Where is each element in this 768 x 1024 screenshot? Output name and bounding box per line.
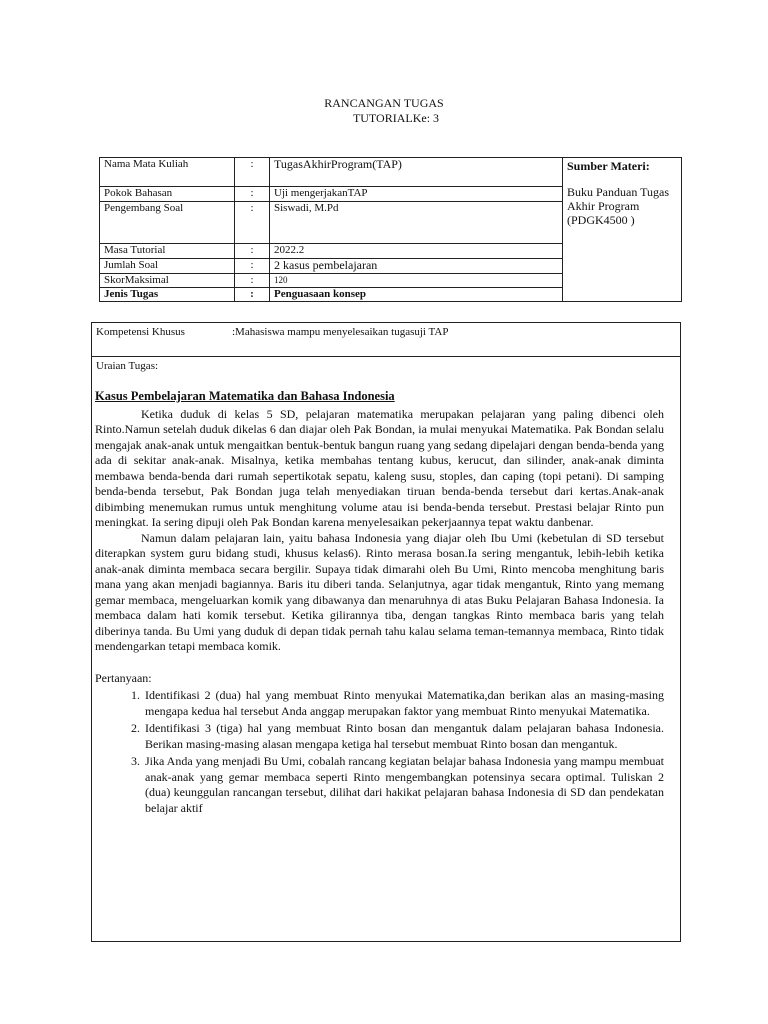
row-colon: : [235,158,270,187]
kompetensi-text: :Mahasiswa mampu menyelesaikan tugasuji TAP [232,326,449,338]
table-row [100,158,682,187]
row-value: 2 kasus pembelajaran [270,259,563,274]
kompetensi-row [92,323,680,357]
source-value: Buku Panduan Tugas Akhir Program (PDGK4500 ) [567,185,670,227]
question-list [95,688,664,816]
row-value: 2022.2 [270,244,563,259]
row-label: Pengembang Soal [100,202,235,244]
row-value: Siswadi, M.Pd [270,202,563,244]
row-label: SkorMaksimal [100,274,235,288]
questions-label: Pertanyaan: [95,670,152,685]
page-subtitle: TUTORIALKe: 3 [352,111,440,125]
row-colon: : [235,202,270,244]
row-colon: : [235,288,270,302]
info-table [99,157,682,302]
row-colon: : [235,244,270,259]
row-label: Masa Tutorial [100,244,235,259]
case-heading: Kasus Pembelajaran Matematika dan Bahasa Indonesia [95,389,395,403]
case-paragraph: Namun dalam pelajaran lain, yaitu bahasa Indonesia yang diajar oleh Ibu Umi (kebetulan di SD tersebut diterapkan system guru bidang studi, khusus kelas6). Rinto merasa bosan.Ia sering mengantuk, lebih-lebih ketika anak-anak diminta membaca secara bergilir. Supaya tidak dimarahi oleh Bu Umi, Rinto mencoba menghitung baris mana yang akan menjadi bagiannya. Baris itu diberi tanda. Selanjutnya, agar tidak mengantuk, Rinto yang memang gemar membaca, mengeluarkan komik yang dibawanya dan menaruhnya di atas Buku Pelajaran Bahasa Indonesia. Ia membaca dalam hati komik tersebut. Ketika gilirannya tiba, dengan tangkas Rinto membaca baris yang telah diberinya tanda. Bu Umi yang duduk di depan tidak pernah tahu kalau selama teman-temannya membaca, Rinto tidak mendengarkan tetapi membaca komik. [95,530,664,653]
case-paragraph: Ketika duduk di kelas 5 SD, pelajaran matematika merupakan pelajaran yang paling dibenci oleh Rinto.Namun setelah duduk dikelas 6 dan diajar oleh Pak Bondan, ia mulai menyukai Matematika. Pak Bondan selalu mengajak anak-anak untuk mengaitkan bentuk-bentuk bangun ruang yang sedang dipelajari dengan benda-benda yang ada di sekitar anak-anak. Misalnya, ketika membahas tentang kubus, kerucut, dan silinder, anak-anak diminta membawa benda-benda dari rumah sepertikotak sepatu, kaleng susu, stoples, dan caping (topi petani). Di samping benda-benda tersebut, Pak Bondan juga telah menyediakan tiruan benda-benda tersebut dari kertas.Anak-anak dibimbing menemukan rumus untuk menghitung volume atau isi benda-benda tersebut. Prestasi belajar Rinto pun meningkat. Ia sering dipuji oleh Pak Bondan karena menyelesaikan pekerjaannya tepat waktu danbenar. [95,406,664,529]
question-item: 2. Identifikasi 3 (tiga) hal yang membuat Rinto bosan dan mengantuk dalam pelajaran bahasa Indonesia. Berikan masing-masing alasan mengapa ketiga hal tersebut membuat Rinto bosan dan mengantuk. [143,721,664,752]
row-label: Jumlah Soal [100,259,235,274]
source-label: Sumber Materi: [567,159,650,173]
row-value: TugasAkhirProgram(TAP) [270,158,563,187]
row-label: Pokok Bahasan [100,187,235,202]
row-colon: : [235,274,270,288]
row-label: Jenis Tugas [100,288,235,302]
question-item: 3. Jika Anda yang menjadi Bu Umi, cobalah rancang kegiatan belajar bahasa Indonesia yang mampu membuat anak-anak yang gemar membaca seperti Rinto mengembangkan potensinya secara optimal. Tuliskan 2 (dua) keunggulan rancangan tersebut, dilihat dari hakikat pelajaran bahasa Indonesia di SD dan pendekatan belajar aktif [143,754,664,816]
task-content [95,389,664,818]
row-value: 120 [270,274,563,288]
source-cell [563,158,682,302]
task-box [91,322,681,942]
row-colon: : [235,259,270,274]
row-value: Penguasaan konsep [270,288,563,302]
row-colon: : [235,187,270,202]
uraian-label: Uraian Tugas: [96,360,159,372]
kompetensi-label: Kompetensi Khusus [96,326,185,338]
question-item: 1. Identifikasi 2 (dua) hal yang membuat Rinto menyukai Matematika,dan berikan alas an masing-masing mengapa kedua hal tersebut Anda anggap merupakan faktor yang membuat Rinto menyukai Matematika. [143,688,664,719]
row-value: Uji mengerjakanTAP [270,187,563,202]
row-label: Nama Mata Kuliah [100,158,235,187]
page-title: RANCANGAN TUGAS [324,96,444,110]
